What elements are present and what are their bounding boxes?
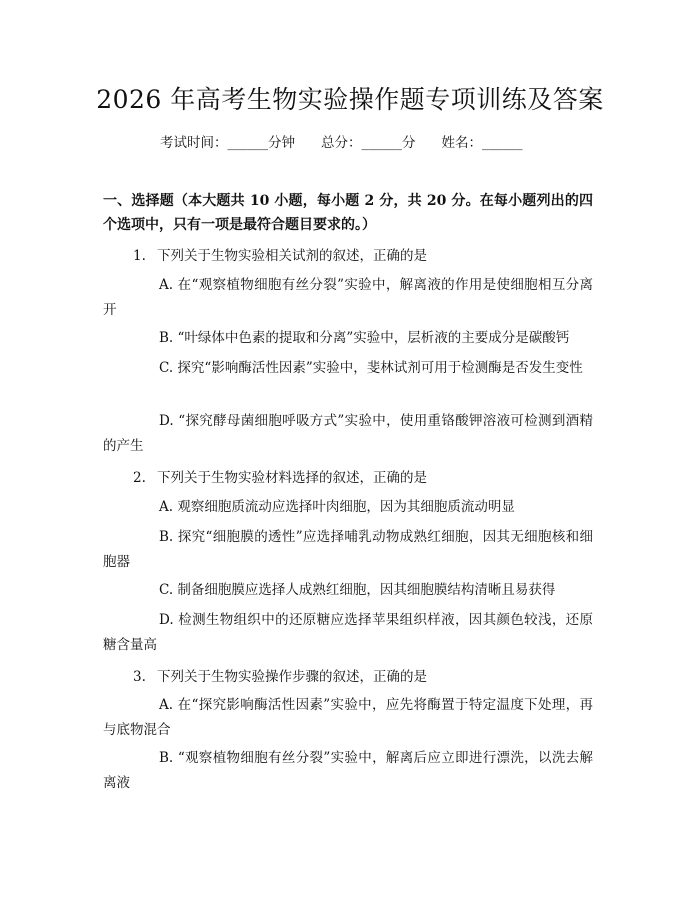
question-number: 1. xyxy=(133,248,146,264)
question-text: 下列关于生物实验操作步骤的叙述，正确的是 xyxy=(157,669,427,685)
question-number: 2. xyxy=(133,470,146,486)
total-score-field: 总分：______分 xyxy=(321,135,416,151)
question-1-option-b: B. “叶绿体中色素的提取和分离”实验中，层析液的主要成分是碳酸钙 xyxy=(159,330,570,346)
question-3-option-a: A. 在“探究影响酶活性因素”实验中，应先将酶置于特定温度下处理，再与底物混合 xyxy=(103,697,593,738)
question-2-stem xyxy=(133,466,427,486)
exam-info-line xyxy=(160,131,523,151)
question-2-option-b: B. 探究“细胞膜的透性”应选择哺乳动物成熟红细胞，因其无细胞核和细胞器 xyxy=(103,529,593,570)
question-2-option-d: D. 检测生物组织中的还原糖应选择苹果组织样液，因其颜色较浅，还原糖含量高 xyxy=(103,612,593,653)
question-1-stem xyxy=(133,244,427,264)
question-1-option-a: A. 在“观察植物细胞有丝分裂”实验中，解离液的作用是使细胞相互分离开 xyxy=(103,277,593,318)
question-text: 下列关于生物实验相关试剂的叙述，正确的是 xyxy=(157,248,427,264)
exam-time-field: 考试时间：______分钟 xyxy=(160,135,295,151)
question-2-option-a: A. 观察细胞质流动应选择叶肉细胞，因为其细胞质流动明显 xyxy=(159,499,515,515)
page-title: 2026 年高考生物实验操作题专项训练及答案 xyxy=(96,85,604,114)
question-3-option-b: B. “观察植物细胞有丝分裂”实验中，解离后应立即进行漂洗，以洗去解离液 xyxy=(103,750,593,791)
section-heading: 一、选择题（本大题共 10 小题，每小题 2 分，共 20 分。在每小题列出的四个选项中，只有一项是最符合题目要求的。） xyxy=(103,193,593,233)
question-2-option-c: C. 制备细胞膜应选择人成熟红细胞，因其细胞膜结构清晰且易获得 xyxy=(159,582,556,598)
question-1-option-d: D. “探究酵母菌细胞呼吸方式”实验中，使用重铬酸钾溶液可检测到酒精的产生 xyxy=(103,413,593,454)
question-number: 3. xyxy=(133,669,146,685)
student-name-field: 姓名：______ xyxy=(441,135,523,151)
question-text: 下列关于生物实验材料选择的叙述，正确的是 xyxy=(157,470,427,486)
question-1-option-c: C. 探究“影响酶活性因素”实验中，斐林试剂可用于检测酶是否发生变性 xyxy=(159,360,583,376)
question-3-stem xyxy=(133,665,427,685)
